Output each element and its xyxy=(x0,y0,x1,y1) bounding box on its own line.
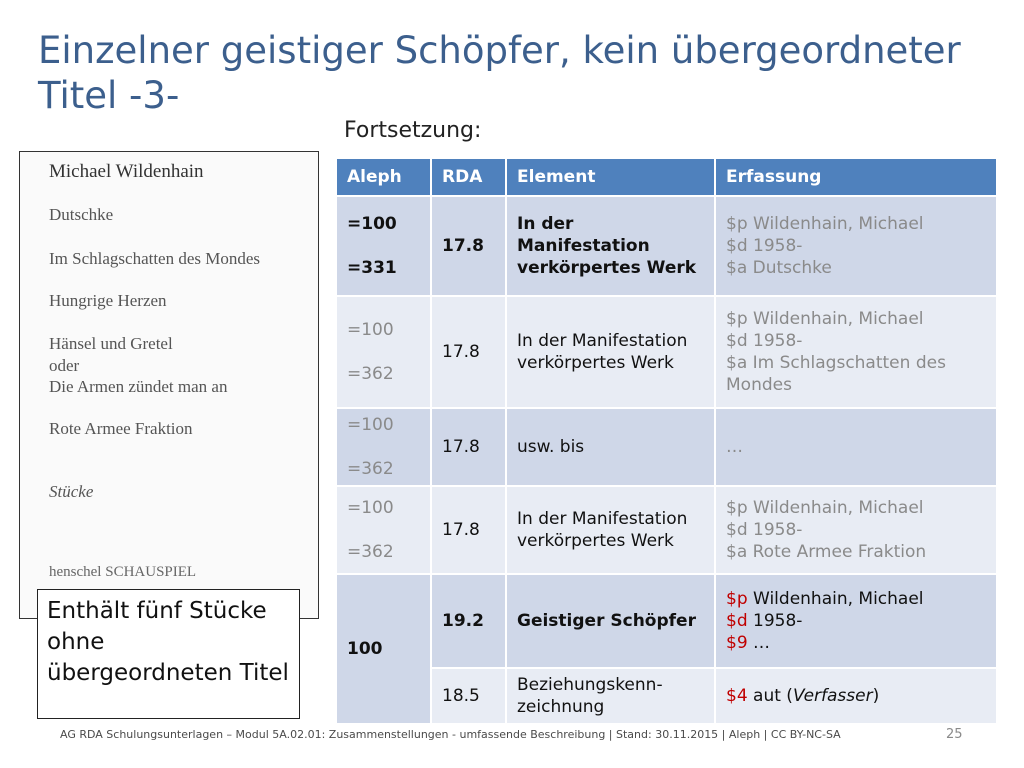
rda-cell: 17.8 xyxy=(431,408,506,486)
cataloging-table xyxy=(335,157,998,725)
erfassung-cell: … xyxy=(715,408,997,486)
aleph-cell xyxy=(336,196,431,296)
table-row xyxy=(336,196,997,296)
erfassung-line: $d 1958- xyxy=(726,611,803,631)
header-aleph: Aleph xyxy=(336,158,431,196)
aleph-cell xyxy=(336,296,431,408)
footer-text: AG RDA Schulungsunterlagen – Modul 5A.02.01: Zusammenstellungen - umfassende Beschreibung | Stand: 30.11.2015 | Aleph | CC BY-NC-SA xyxy=(60,728,841,741)
aleph-cell xyxy=(336,408,431,486)
erfassung-cell xyxy=(715,486,997,574)
book-item: Die Armen zündet man an xyxy=(49,377,228,396)
table-row xyxy=(336,408,997,486)
rda-cell: 18.5 xyxy=(431,668,506,724)
book-item: Dutschke xyxy=(49,205,114,224)
aleph-value: =362 xyxy=(347,364,394,384)
aleph-value: =362 xyxy=(347,542,394,562)
book-item: Rote Armee Fraktion xyxy=(49,419,193,438)
rda-cell: 17.8 xyxy=(431,486,506,574)
element-cell: In der Manifestation verkörpertes Werk xyxy=(506,196,715,296)
erfassung-cell xyxy=(715,196,997,296)
header-element: Element xyxy=(506,158,715,196)
aleph-value: =100 xyxy=(347,415,394,435)
book-publisher: henschel SCHAUSPIEL xyxy=(49,564,197,580)
erfassung-line: $p Wildenhain, Michael xyxy=(726,309,924,329)
element-cell: Beziehungskenn-zeichnung xyxy=(506,668,715,724)
aleph-cell xyxy=(336,486,431,574)
erfassung-line: $d 1958- xyxy=(726,236,803,256)
table-row xyxy=(336,668,997,724)
page-number: 25 xyxy=(946,727,963,742)
erfassung-cell: $4 aut (Verfasser) xyxy=(715,668,997,724)
book-item: oder xyxy=(49,356,80,375)
table-row xyxy=(336,486,997,574)
erfassung-line: $a Im Schlagschatten des Mondes xyxy=(726,353,946,395)
element-cell: Geistiger Schöpfer xyxy=(506,574,715,668)
element-cell: In der Manifestation verkörpertes Werk xyxy=(506,486,715,574)
erfassung-line: $p Wildenhain, Michael xyxy=(726,214,924,234)
rda-cell: 17.8 xyxy=(431,296,506,408)
erfassung-line: $a Rote Armee Fraktion xyxy=(726,542,927,562)
slide-title: Einzelner geistiger Schöpfer, kein übergeordneter Titel -3- xyxy=(38,29,961,117)
aleph-cell: 100 xyxy=(336,574,431,724)
table-header-row xyxy=(336,158,997,196)
erfassung-line: $p Wildenhain, Michael xyxy=(726,589,924,609)
erfassung-line: $d 1958- xyxy=(726,520,803,540)
header-rda: RDA xyxy=(431,158,506,196)
book-item: Hänsel und Gretel xyxy=(49,334,173,353)
book-item: Hungrige Herzen xyxy=(49,291,167,310)
aleph-value: =100 xyxy=(347,320,394,340)
element-cell: In der Manifestation verkörpertes Werk xyxy=(506,296,715,408)
aleph-value: =362 xyxy=(347,459,394,479)
aleph-value: =100 xyxy=(347,498,394,518)
book-item: Im Schlagschatten des Mondes xyxy=(49,249,261,268)
erfassung-cell xyxy=(715,296,997,408)
table-row xyxy=(336,574,997,668)
erfassung-line: $d 1958- xyxy=(726,331,803,351)
aleph-value: =100 xyxy=(347,214,397,234)
slide-subtitle: Fortsetzung: xyxy=(344,118,482,143)
rda-cell: 17.8 xyxy=(431,196,506,296)
element-cell: usw. bis xyxy=(506,408,715,486)
rda-cell: 19.2 xyxy=(431,574,506,668)
callout-box: Enthält fünf Stücke ohne übergeordneten Titel xyxy=(37,589,300,719)
erfassung-cell xyxy=(715,574,997,668)
table-row xyxy=(336,296,997,408)
book-genre: Stücke xyxy=(49,482,94,501)
erfassung-line: $p Wildenhain, Michael xyxy=(726,498,924,518)
book-author: Michael Wildenhain xyxy=(49,161,204,182)
erfassung-line: $a Dutschke xyxy=(726,258,832,278)
aleph-value: =331 xyxy=(347,258,397,278)
erfassung-line: $9 … xyxy=(726,633,771,653)
book-cover-image xyxy=(19,151,319,619)
header-erfassung: Erfassung xyxy=(715,158,997,196)
